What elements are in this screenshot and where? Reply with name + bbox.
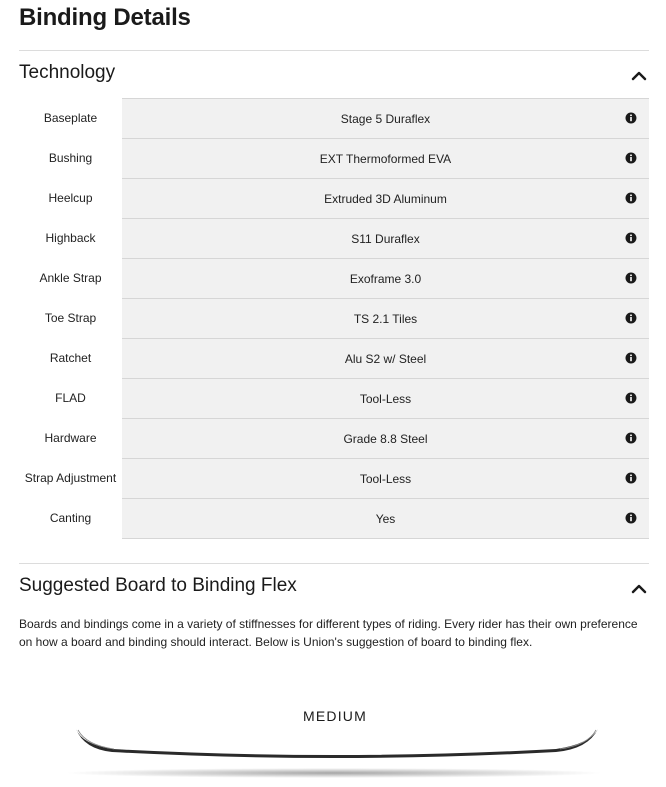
spec-value: Alu S2 w/ Steel (344, 352, 427, 366)
divider (19, 50, 649, 51)
technology-spec-table (19, 98, 649, 538)
spec-label: Strap Adjustment (24, 471, 117, 485)
flex-description: Boards and bindings come in a variety of stiffnesses for different types of riding. Every rider has their own preference on how a board and binding should interact. Below is Union's suggestion of board to binding flex. (19, 617, 638, 649)
spec-value: S11 Duraflex (351, 232, 420, 246)
spec-value: EXT Thermoformed EVA (319, 152, 452, 166)
spec-label: Ankle Strap (39, 271, 102, 285)
technology-section-title: Technology (19, 62, 116, 83)
info-icon[interactable] (625, 512, 637, 524)
flex-visual (60, 700, 610, 787)
snowboard-flex-illustration (60, 700, 610, 787)
spec-cell (122, 298, 649, 338)
flex-section-header[interactable] (19, 575, 649, 605)
spec-cell (122, 458, 649, 498)
info-icon[interactable] (625, 232, 637, 244)
technology-section-header[interactable] (19, 62, 649, 92)
spec-row (19, 458, 649, 498)
snowboard-shape (76, 729, 598, 758)
spec-value: Tool-Less (359, 472, 412, 486)
flex-rating-label: MEDIUM (303, 708, 367, 724)
divider (19, 563, 649, 564)
board-shadow (66, 768, 602, 778)
info-icon[interactable] (625, 152, 637, 164)
spec-cell (122, 378, 649, 418)
spec-row (19, 98, 649, 138)
spec-value: Tool-Less (359, 392, 412, 406)
info-icon[interactable] (625, 112, 637, 124)
spec-label: Toe Strap (44, 311, 97, 325)
info-icon[interactable] (625, 392, 637, 404)
spec-row (19, 378, 649, 418)
spec-cell (122, 258, 649, 298)
spec-label: Ratchet (49, 351, 92, 365)
flex-section-title: Suggested Board to Binding Flex (19, 575, 297, 596)
spec-value: TS 2.1 Tiles (353, 312, 418, 326)
spec-value: Extruded 3D Aluminum (324, 192, 447, 206)
spec-label: Bushing (48, 151, 93, 165)
spec-row (19, 258, 649, 298)
spec-label: Heelcup (48, 191, 93, 205)
spec-row (19, 298, 649, 338)
spec-cell (122, 178, 649, 218)
spec-value: Exoframe 3.0 (349, 272, 422, 286)
spec-row (19, 418, 649, 458)
spec-label: Hardware (44, 431, 97, 445)
spec-cell (122, 498, 649, 539)
spec-row (19, 338, 649, 378)
spec-cell (122, 218, 649, 258)
spec-row (19, 138, 649, 178)
spec-label: FLAD (55, 391, 86, 405)
spec-row (19, 178, 649, 218)
spec-value: Grade 8.8 Steel (343, 432, 428, 446)
spec-value: Yes (375, 512, 396, 526)
spec-label: Baseplate (43, 111, 98, 125)
chevron-up-icon[interactable] (631, 68, 647, 84)
spec-row (19, 498, 649, 538)
info-icon[interactable] (625, 312, 637, 324)
spec-cell (122, 338, 649, 378)
spec-cell (122, 98, 649, 138)
spec-label: Canting (49, 511, 92, 525)
spec-label: Highback (45, 231, 96, 245)
chevron-up-icon[interactable] (631, 581, 647, 597)
spec-row (19, 218, 649, 258)
info-icon[interactable] (625, 272, 637, 284)
spec-cell (122, 138, 649, 178)
spec-cell (122, 418, 649, 458)
info-icon[interactable] (625, 352, 637, 364)
info-icon[interactable] (625, 192, 637, 204)
spec-value: Stage 5 Duraflex (340, 112, 431, 126)
info-icon[interactable] (625, 472, 637, 484)
info-icon[interactable] (625, 432, 637, 444)
page-title: Binding Details (19, 4, 191, 31)
